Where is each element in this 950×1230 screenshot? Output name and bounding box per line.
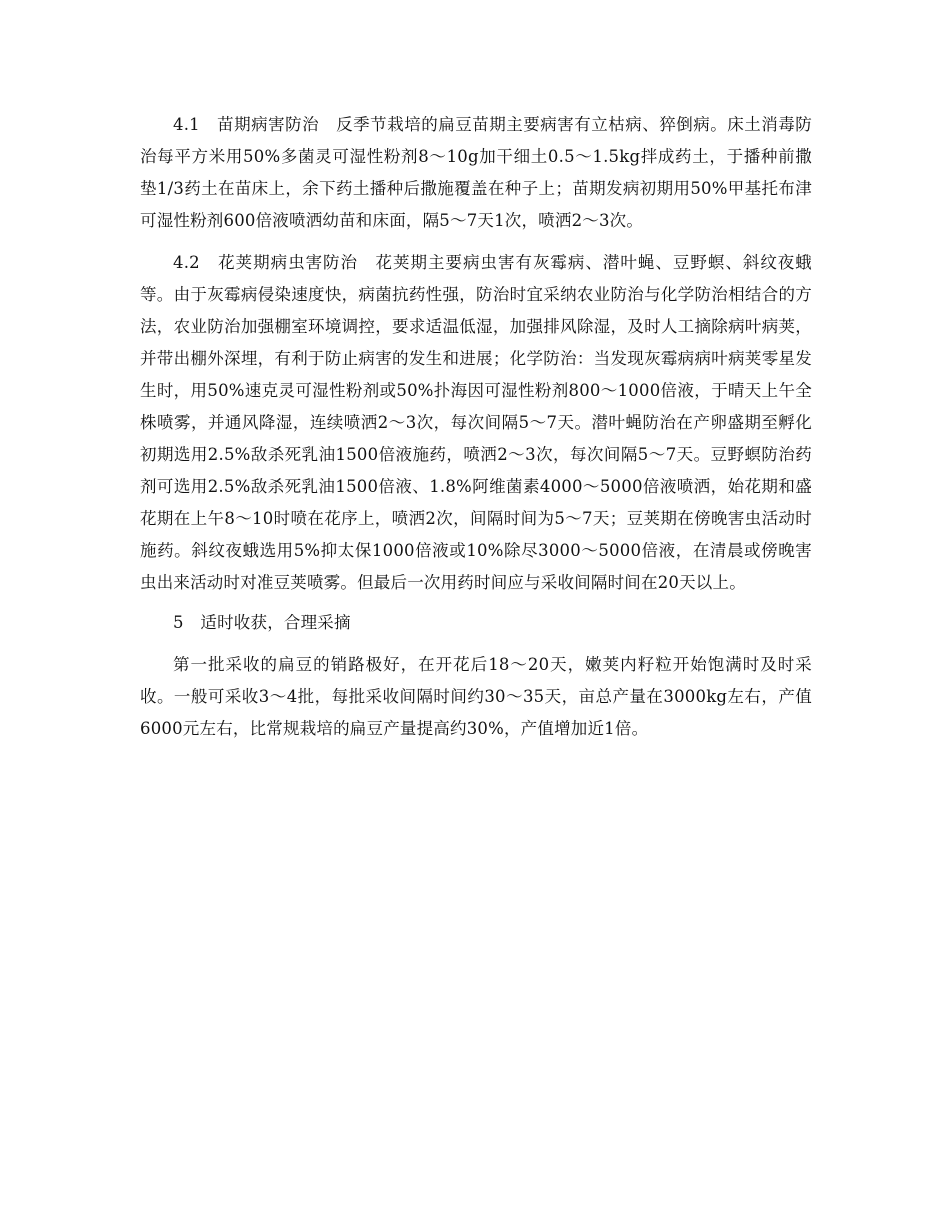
section-heading-harvest: 5 适时收获，合理采摘 <box>173 613 351 632</box>
paragraph-flowering-pod-pest-control: 4.2 花荚期病虫害防治 花荚期主要病虫害有灰霉病、潜叶蝇、豆野螟、斜纹夜蛾等。由于灰霉病侵染速度快，病菌抗药性强，防治时宜采纳农业防治与化学防治相结合的方法，农业防治加强棚室环境调控，要求适温低湿，加强排风除湿，及时人工摘除病叶病荚，并带出棚外深埋，有利于防止病害的发生和进展；化学防治：当发现灰霉病病叶病荚零星发生时，用50%速克灵可湿性粉剂或50%扑海因可湿性粉剂800～1000倍液，于晴天上午全株喷雾，并通风降湿，连续喷洒2～3次，每次间隔5～7天。潜叶蝇防治在产卵盛期至孵化初期选用2.5%敌杀死乳油1500倍液施药，喷洒2～3次，每次间隔5～7天。豆野螟防治药剂可选用2.5%敌杀死乳油1500倍液、1.8%阿维菌素4000～5000倍液喷洒，始花期和盛花期在上午8～10时喷在花序上，喷洒2次，间隔时间为5～7天；豆荚期在傍晚害虫活动时施药。斜纹夜蛾选用5%抑太保1000倍液或10%除尽3000～5000倍液，在清晨或傍晚害虫出来活动时对准豆荚喷雾。但最后一次用药时间应与采收间隔时间在20天以上。 <box>140 253 812 592</box>
paragraph-harvest: 第一批采收的扁豆的销路极好，在开花后18～20天，嫩荚内籽粒开始饱满时及时采收。一般可采收3～4批，每批采收间隔时间约30～35天，亩总产量在3000kg左右，产值6000元左右，比常规栽培的扁豆产量提高约30%，产值增加近1倍。 <box>140 655 812 738</box>
paragraph-seedling-disease-control: 4.1 苗期病害防治 反季节栽培的扁豆苗期主要病害有立枯病、猝倒病。床土消毒防治每平方米用50%多菌灵可湿性粉剂8～10g加干细土0.5～1.5kg拌成药土，于播种前撒垫1/3药土在苗床上，余下药土播种后撒施覆盖在种子上；苗期发病初期用50%甲基托布津可湿性粉剂600倍液喷洒幼苗和床面，隔5～7天1次，喷洒2～3次。 <box>140 115 812 230</box>
document-body <box>140 109 812 745</box>
